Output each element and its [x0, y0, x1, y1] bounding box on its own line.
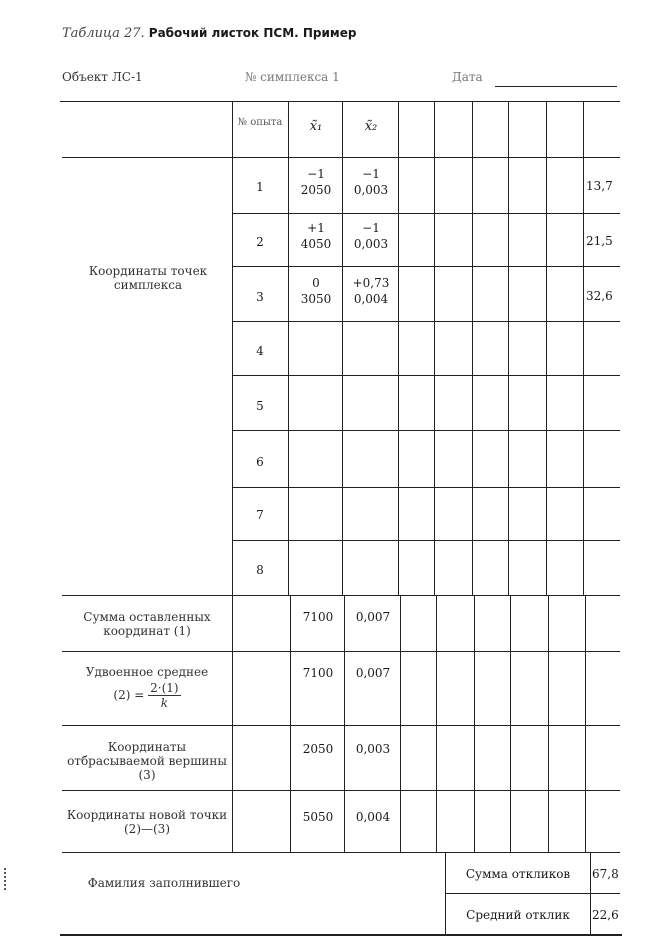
trial-no-8: 8: [256, 563, 264, 577]
col-line-c5-sum: [474, 595, 475, 852]
col-line-footer-label: [445, 852, 446, 934]
row2-x2-natural: 0,003: [353, 237, 389, 251]
row3-x2-natural: 0,004: [353, 292, 389, 306]
trial-no-4: 4: [256, 344, 264, 358]
avg-response-label: Средний отклик: [466, 908, 570, 922]
rule-row-2: [232, 266, 620, 267]
rule-sum4: [62, 852, 620, 853]
col-line-x1-sum: [344, 595, 345, 852]
avg-response-value: 22,6: [592, 908, 619, 922]
trial-no-3: 3: [256, 290, 264, 304]
row2-response: 21,5: [586, 234, 613, 248]
col-line-c7: [546, 101, 547, 595]
col-line-x2: [398, 101, 399, 595]
col-line-c8: [583, 101, 584, 595]
col-line-c4: [434, 101, 435, 595]
fraction-denominator: k: [160, 696, 168, 710]
row1-x2-natural: 0,003: [353, 183, 389, 197]
filled-by-label: Фамилия заполнившего: [87, 876, 241, 890]
header-trial-no: № опыта: [237, 117, 283, 128]
doubled-avg-x2: 0,007: [355, 666, 391, 680]
row2-x2-coded: −1: [362, 221, 380, 235]
doubled-avg-formula: [64, 681, 230, 710]
rule-row-6: [232, 487, 620, 488]
col-line-trial-sum: [290, 595, 291, 852]
trial-no-2: 2: [256, 235, 264, 249]
doubled-avg-fraction: [148, 681, 180, 710]
header-x2: x̃₂: [364, 119, 378, 134]
row3-x1-natural: 3050: [300, 292, 332, 306]
sum-responses-label: Сумма откликов: [465, 867, 571, 881]
col-line-c4-sum: [436, 595, 437, 852]
doubled-avg-lhs: (2) =: [113, 688, 145, 702]
rule-top: [60, 101, 620, 102]
object-label: Объект ЛС-1: [62, 70, 143, 84]
trial-no-6: 6: [256, 455, 264, 469]
fraction-numerator: 2·(1): [150, 681, 179, 695]
row1-response: 13,7: [586, 179, 613, 193]
page-edge-mark: [4, 868, 8, 890]
rule-row-4: [232, 375, 620, 376]
col-line-c7-sum: [548, 595, 549, 852]
trial-no-7: 7: [256, 508, 264, 522]
col-line-x2-sum: [400, 595, 401, 852]
caption-prefix: Таблица 27.: [62, 26, 145, 41]
rule-row-3: [232, 321, 620, 322]
sum-kept-x1: 7100: [302, 610, 334, 624]
trial-no-1: 1: [256, 180, 264, 194]
row3-x2-coded: +0,73: [352, 276, 390, 290]
trial-no-5: 5: [256, 399, 264, 413]
rule-row-5: [232, 430, 620, 431]
rule-sum2: [62, 725, 620, 726]
new-point-label: Координаты новой точки (2)—(3): [66, 808, 228, 836]
col-line-x1: [342, 101, 343, 595]
doubled-avg-label: [64, 665, 230, 710]
rule-footer-mid: [445, 893, 620, 894]
rule-sum3: [62, 790, 620, 791]
rejected-vertex-label: Координаты отбрасываемой вершины (3): [67, 740, 227, 782]
rule-header-bottom: [62, 157, 620, 158]
col-line-label: [232, 101, 233, 595]
sum-responses-value: 67,8: [592, 867, 619, 881]
rule-row-7: [232, 540, 620, 541]
col-line-trial: [288, 101, 289, 595]
row2-x1-coded: +1: [307, 221, 325, 235]
doubled-avg-x1: 7100: [302, 666, 334, 680]
row1-x2-coded: −1: [362, 167, 380, 181]
doubled-avg-label-text: Удвоенное среднее: [85, 665, 209, 679]
col-line-c5: [472, 101, 473, 595]
rule-bottom: [60, 934, 622, 936]
row3-x1-coded: 0: [312, 276, 320, 290]
simplex-number-label: № симплекса 1: [245, 70, 340, 84]
col-line-footer-value: [590, 852, 591, 934]
row1-x1-coded: −1: [307, 167, 325, 181]
row2-x1-natural: 4050: [300, 237, 332, 251]
col-line-c6-sum: [510, 595, 511, 852]
simplex-section-label: Координаты точек симплекса: [88, 264, 208, 292]
rule-row-8: [62, 595, 620, 596]
new-point-x1: 5050: [302, 810, 334, 824]
table-caption: [62, 26, 356, 41]
rejected-vertex-x2: 0,003: [355, 742, 391, 756]
date-label: Дата: [452, 70, 483, 84]
sum-kept-x2: 0,007: [355, 610, 391, 624]
row1-x1-natural: 2050: [300, 183, 332, 197]
caption-title: Рабочий листок ПСМ. Пример: [148, 26, 357, 40]
rule-row-1: [232, 213, 620, 214]
header-x1: x̃₁: [309, 119, 323, 134]
sum-kept-label: Сумма оставленных координат (1): [83, 610, 211, 638]
col-line-c6: [508, 101, 509, 595]
row3-response: 32,6: [586, 289, 613, 303]
rule-sum1: [62, 651, 620, 652]
new-point-x2: 0,004: [355, 810, 391, 824]
rejected-vertex-x1: 2050: [302, 742, 334, 756]
col-line-label-sum: [232, 595, 233, 852]
date-field-line: [495, 86, 617, 87]
col-line-c8-sum: [585, 595, 586, 852]
